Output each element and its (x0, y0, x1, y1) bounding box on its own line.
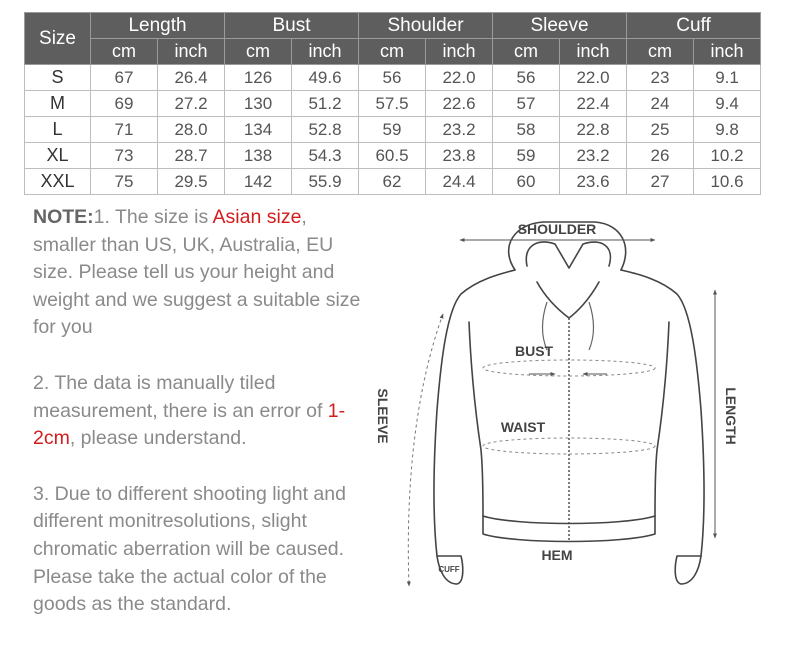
unit-header-cm: cm (627, 39, 694, 65)
size-row (25, 65, 761, 91)
measurement-cell: 71 (91, 117, 158, 143)
measurement-cell: 9.8 (694, 117, 761, 143)
size-header: Size (25, 13, 91, 65)
length-header: Length (91, 13, 225, 39)
measurement-cell: 23.6 (560, 169, 627, 195)
measurement-cell: 10.6 (694, 169, 761, 195)
measurement-cell: 23 (627, 65, 694, 91)
measurement-cell: 59 (359, 117, 426, 143)
measurement-cell: 26 (627, 143, 694, 169)
hem-label: HEM (541, 547, 573, 563)
measurement-cell: 27.2 (158, 91, 225, 117)
size-label: XXL (25, 169, 91, 195)
note-1-text-end: , smaller than US, UK, Australia, EU size. Please tell us your height and weight and we suggest a suitable size for you (33, 206, 361, 339)
measurement-cell: 9.1 (694, 65, 761, 91)
error-range-highlight: 1-2cm (33, 399, 346, 450)
measurement-cell: 25 (627, 117, 694, 143)
asian-size-highlight: Asian size (212, 206, 302, 228)
measurement-cell: 56 (493, 65, 560, 91)
measurement-cell: 9.4 (694, 91, 761, 117)
measurement-cell: 57.5 (359, 91, 426, 117)
measurement-cell: 67 (91, 65, 158, 91)
unit-header-cm: cm (225, 39, 292, 65)
measurement-cell: 126 (225, 65, 292, 91)
measurement-cell: 142 (225, 169, 292, 195)
shoulder-header: Shoulder (359, 13, 493, 39)
size-label: L (25, 117, 91, 143)
measurement-cell: 28.7 (158, 143, 225, 169)
bust-label: BUST (515, 343, 554, 359)
unit-header-inch: inch (158, 39, 225, 65)
measurement-cell: 138 (225, 143, 292, 169)
measurement-cell: 60.5 (359, 143, 426, 169)
size-row (25, 91, 761, 117)
measurement-cell: 27 (627, 169, 694, 195)
notes-section (33, 204, 368, 647)
sleeve-label: SLEEVE (375, 388, 391, 444)
measurement-cell: 51.2 (292, 91, 359, 117)
measurement-cell: 75 (91, 169, 158, 195)
measurement-cell: 56 (359, 65, 426, 91)
measurement-cell: 134 (225, 117, 292, 143)
measurement-cell: 22.6 (426, 91, 493, 117)
unit-header-inch: inch (292, 39, 359, 65)
measurement-cell: 10.2 (694, 143, 761, 169)
size-row (25, 169, 761, 195)
measurement-cell: 69 (91, 91, 158, 117)
size-rows (25, 65, 761, 195)
note-2-text-end: , please understand. (69, 427, 247, 450)
note-label: NOTE: (33, 206, 94, 228)
size-label: XL (25, 143, 91, 169)
waist-label: WAIST (500, 419, 546, 435)
length-label: LENGTH (723, 387, 739, 445)
unit-header-cm: cm (493, 39, 560, 65)
measurement-cell: 62 (359, 169, 426, 195)
size-row (25, 143, 761, 169)
measurement-cell: 52.8 (292, 117, 359, 143)
measurement-cell: 60 (493, 169, 560, 195)
measurement-cell: 26.4 (158, 65, 225, 91)
measurement-cell: 57 (493, 91, 560, 117)
unit-header-cm: cm (359, 39, 426, 65)
note-3: 3. Due to different shooting light and different monitresolutions, slight chromatic aberration will be caused. Please take the actual color of the goods as the standard. (33, 482, 346, 616)
measurement-cell: 28.0 (158, 117, 225, 143)
measurement-cell: 130 (225, 91, 292, 117)
drawstring-right (589, 302, 594, 350)
size-label: M (25, 91, 91, 117)
note-2 (33, 370, 368, 453)
measurement-cell: 22.4 (560, 91, 627, 117)
measurement-cell: 29.5 (158, 169, 225, 195)
measurement-cell: 22.0 (426, 65, 493, 91)
measurement-cell: 49.6 (292, 65, 359, 91)
hoodie-measurement-diagram (365, 210, 775, 630)
size-chart-table (24, 12, 761, 195)
measurement-cell: 24 (627, 91, 694, 117)
note-1-text-start: 1. The size is (93, 206, 213, 228)
note-2-text-start: 2. The data is manually tiled measurement, there is an error of (33, 371, 328, 422)
measurement-cell: 73 (91, 143, 158, 169)
sleeve-header: Sleeve (493, 13, 627, 39)
cuff-label: CUFF (438, 565, 460, 574)
measurement-cell: 23.2 (426, 117, 493, 143)
cuff-header: Cuff (627, 13, 761, 39)
note-1 (33, 204, 368, 342)
measurement-cell: 59 (493, 143, 560, 169)
sleeve-arrow (408, 314, 443, 586)
measurement-cell: 23.2 (560, 143, 627, 169)
unit-header-inch: inch (694, 39, 761, 65)
size-row (25, 117, 761, 143)
shoulder-label: SHOULDER (517, 221, 597, 237)
measurement-cell: 58 (493, 117, 560, 143)
measurement-cell: 23.8 (426, 143, 493, 169)
measurement-cell: 22.8 (560, 117, 627, 143)
bust-header: Bust (225, 13, 359, 39)
unit-header-inch: inch (426, 39, 493, 65)
measurement-cell: 54.3 (292, 143, 359, 169)
unit-header-inch: inch (560, 39, 627, 65)
size-label: S (25, 65, 91, 91)
unit-header-cm: cm (91, 39, 158, 65)
measurement-cell: 22.0 (560, 65, 627, 91)
measurement-cell: 55.9 (292, 169, 359, 195)
measurement-cell: 24.4 (426, 169, 493, 195)
